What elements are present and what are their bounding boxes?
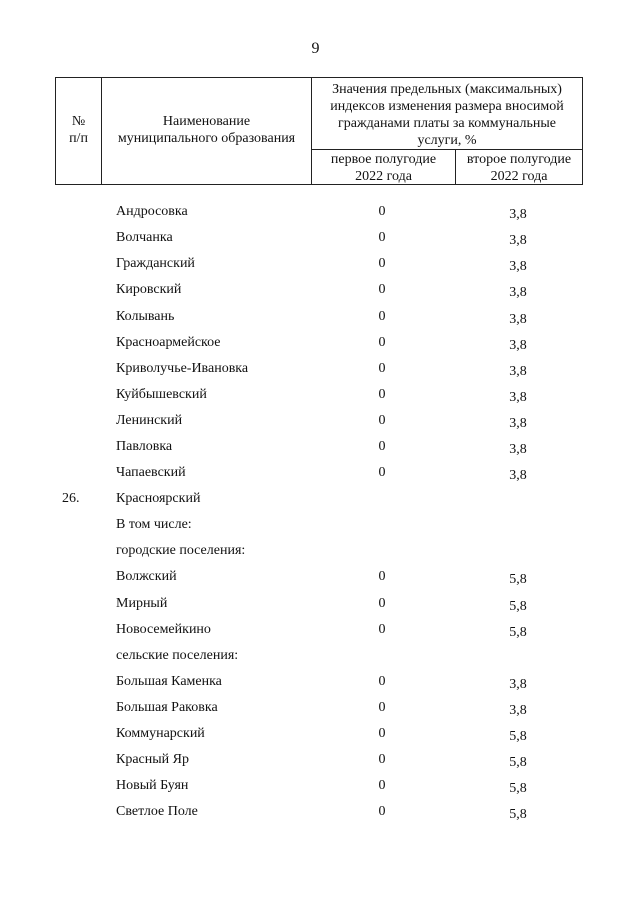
second-half-value: 3,8 [509,390,527,405]
municipality-name: Ленинский [116,413,183,428]
table-row [0,517,631,537]
municipality-name: сельские поселения: [116,648,239,663]
municipality-name: Красноармейское [116,335,221,350]
first-half-value: 0 [378,439,386,454]
table-row [0,648,631,668]
table-row [0,700,631,720]
municipality-name: Андросовка [116,204,188,219]
municipality-name: Красный Яр [116,752,189,767]
table-row [0,361,631,381]
municipality-name: Мирный [116,596,168,611]
table-row [0,387,631,407]
second-half-value: 3,8 [509,416,527,431]
table-row [0,596,631,616]
first-half-value: 0 [378,387,386,402]
second-half-value: 3,8 [509,703,527,718]
first-half-value: 0 [378,674,386,689]
table-row [0,309,631,329]
second-half-value: 3,8 [509,233,527,248]
header-number-label: № п/п [69,114,88,146]
second-half-value: 3,8 [509,364,527,379]
row-number: 26. [62,491,80,506]
first-half-value: 0 [378,596,386,611]
municipality-name: Коммунарский [116,726,205,741]
municipality-name: Колывань [116,309,175,324]
municipality-name: Волчанка [116,230,173,245]
first-half-value: 0 [378,622,386,637]
first-half-value: 0 [378,700,386,715]
municipality-name: городские поселения: [116,543,246,558]
municipality-name: Новый Буян [116,778,189,793]
second-half-value: 3,8 [509,442,527,457]
table-row [0,439,631,459]
second-half-value: 5,8 [509,755,527,770]
table-row [0,256,631,276]
table-row [0,726,631,746]
second-half-value: 3,8 [509,312,527,327]
table-row [0,674,631,694]
table-row [0,282,631,302]
second-half-value: 5,8 [509,572,527,587]
municipality-name: Кировский [116,282,182,297]
municipality-name: Криволучье-Ивановка [116,361,249,376]
table-row [0,752,631,772]
second-half-value: 3,8 [509,285,527,300]
first-half-value: 0 [378,335,386,350]
table-row [0,491,631,511]
table-row [0,804,631,824]
municipality-name: Большая Раковка [116,700,218,715]
second-half-value: 5,8 [509,781,527,796]
second-half-value: 3,8 [509,207,527,222]
second-half-value: 3,8 [509,259,527,274]
header-first-half-label: первое полугодие 2022 года [330,152,437,184]
table-row [0,778,631,798]
first-half-value: 0 [378,465,386,480]
municipality-name: Павловка [116,439,173,454]
table-row [0,622,631,642]
table-row [0,230,631,250]
municipality-name: Гражданский [116,256,195,271]
first-half-value: 0 [378,778,386,793]
first-half-value: 0 [378,282,386,297]
second-half-value: 5,8 [509,599,527,614]
first-half-value: 0 [378,361,386,376]
first-half-value: 0 [378,413,386,428]
second-half-value: 3,8 [509,338,527,353]
header-values-label: Значения предельных (максимальных) индексов изменения размера вносимой гражданами платы за коммунальные услуги, % [330,82,564,148]
table-row [0,413,631,433]
table-row [0,569,631,589]
municipality-name: Волжский [116,569,177,584]
table-row [0,204,631,224]
municipality-name: Красноярский [116,491,201,506]
second-half-value: 5,8 [509,625,527,640]
municipality-name: Куйбышевский [116,387,207,402]
first-half-value: 0 [378,204,386,219]
header-name-label: Наименование муниципального образования [117,114,296,146]
second-half-value: 5,8 [509,807,527,822]
municipality-name: Светлое Поле [116,804,198,819]
municipality-name: В том числе: [116,517,192,532]
municipality-name: Чапаевский [116,465,186,480]
first-half-value: 0 [378,752,386,767]
first-half-value: 0 [378,309,386,324]
first-half-value: 0 [378,726,386,741]
municipality-name: Новосемейкино [116,622,211,637]
first-half-value: 0 [378,569,386,584]
first-half-value: 0 [378,804,386,819]
first-half-value: 0 [378,230,386,245]
table-row [0,465,631,485]
table-row [0,335,631,355]
second-half-value: 5,8 [509,729,527,744]
second-half-value: 3,8 [509,677,527,692]
municipality-name: Большая Каменка [116,674,222,689]
header-second-half-label: второе полугодие 2022 года [466,152,572,184]
page-number: 9 [311,40,320,57]
first-half-value: 0 [378,256,386,271]
table-row [0,543,631,563]
second-half-value: 3,8 [509,468,527,483]
